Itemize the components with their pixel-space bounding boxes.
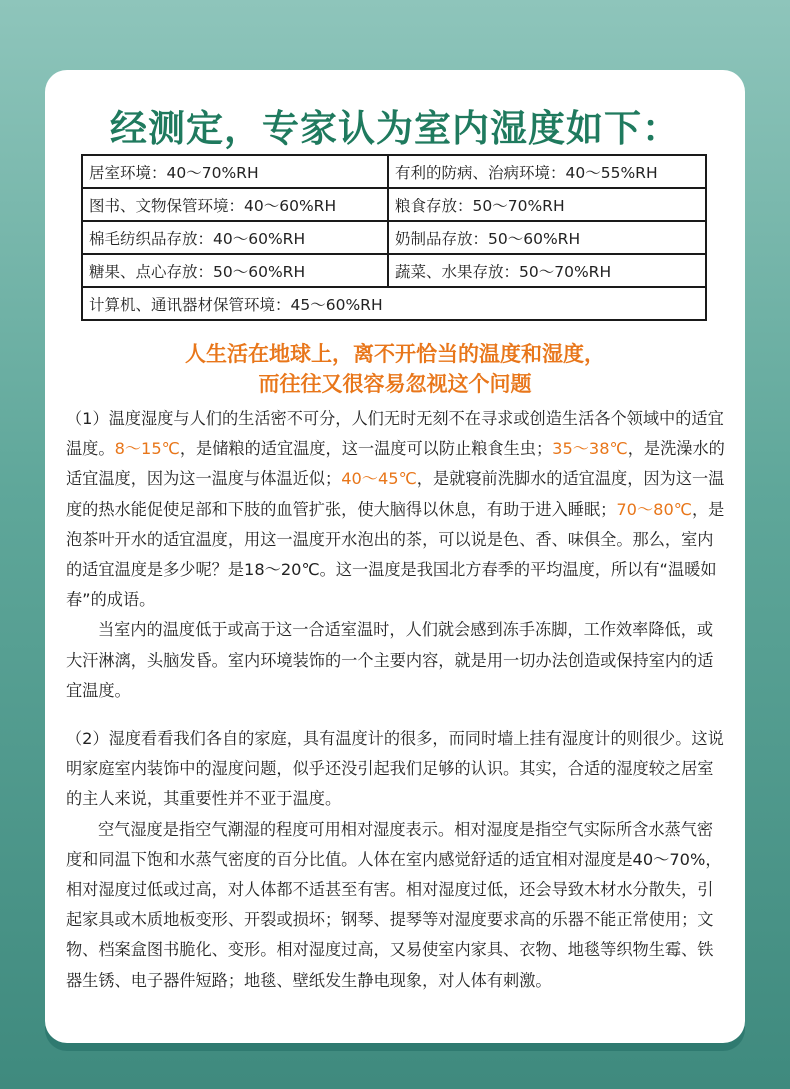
table-cell: 棉毛纺织品存放：40～60%RH xyxy=(82,221,388,254)
paragraph-temperature xyxy=(66,404,726,615)
humidity-table xyxy=(81,154,707,321)
table-row xyxy=(82,221,706,254)
paragraph-text: ，是泡茶叶开水的适宜温度，用这一温度开水泡出的茶，可以说是色、香、味俱全。那么，室内的适宜温度是多少呢？是18～20℃。这一温度是我国北方春季的平均温度，所以有“温暖如春”的成语。 xyxy=(66,499,725,610)
article-body xyxy=(66,404,726,996)
table-cell: 奶制品存放：50～60%RH xyxy=(388,221,706,254)
table-cell: 蔬菜、水果存放：50～70%RH xyxy=(388,254,706,287)
highlight-temp: 40～45℃ xyxy=(341,469,417,489)
paragraph-text: ，是就寝前洗脚水的适宜温度，因为这一温度的热水能促使足部和下肢的血管扩张，使大脑得以休息，有助于进入睡眠； xyxy=(66,469,725,519)
table-row xyxy=(82,254,706,287)
paragraph-text: ，是洗澡水的适宜温度，因为这一温度与体温近似； xyxy=(66,439,725,489)
highlight-temp: 35～38℃ xyxy=(552,439,628,459)
page-title: 经测定，专家认为室内湿度如下： xyxy=(110,107,680,150)
table-row xyxy=(82,287,706,320)
paragraph-relative-humidity: 空气湿度是指空气潮湿的程度可用相对湿度表示。相对湿度是指空气实际所含水蒸气密度和同温下饱和水蒸气密度的百分比值。人体在室内感觉舒适的适宜相对湿度是40～70%，相对湿度过低或过高，对人体都不适甚至有害。相对湿度过低，还会导致木材水分散失，引起家具或木质地板变形、开裂或损坏；钢琴、提琴等对湿度要求高的乐器不能正常使用；文物、档案盒图书脆化、变形。相对湿度过高，又易使室内家具、衣物、地毯等织物生霉、铁器生锈、电子器件短路；地毯、壁纸发生静电现象，对人体有刺激。 xyxy=(66,819,722,990)
paragraph-text: ，是储粮的适宜温度，这一温度可以防止粮食生虫； xyxy=(179,439,553,459)
table-row xyxy=(82,188,706,221)
paragraph-room-temp: 当室内的温度低于或高于这一合适室温时，人们就会感到冻手冻脚，工作效率降低，或大汗淋漓，头脑发昏。室内环境装饰的一个主要内容，就是用一切办法创造或保持室内的适宜温度。 xyxy=(66,620,714,700)
subtitle-line-1: 人生活在地球上，离不开恰当的温度和湿度， xyxy=(185,342,605,366)
table-cell: 图书、文物保管环境：40～60%RH xyxy=(82,188,388,221)
table-cell: 粮食存放：50～70%RH xyxy=(388,188,706,221)
table-cell: 计算机、通讯器材保管环境：45～60%RH xyxy=(82,287,706,320)
table-row xyxy=(82,155,706,188)
highlight-temp: 70～80℃ xyxy=(616,499,692,519)
table-cell: 有利的防病、治病环境：40～55%RH xyxy=(388,155,706,188)
table-cell: 糖果、点心存放：50～60%RH xyxy=(82,254,388,287)
subtitle-line-2: 而往往又很容易忽视这个问题 xyxy=(258,372,532,396)
paragraph-humidity: （2）湿度看看我们各自的家庭，具有温度计的很多，而同时墙上挂有湿度计的则很少。这说明家庭室内装饰中的湿度问题，似乎还没引起我们足够的认识。其实，合适的湿度较之居室的主人来说，其重要性并不亚于温度。 xyxy=(66,729,724,809)
table-cell: 居室环境：40～70%RH xyxy=(82,155,388,188)
paragraph-text: （1）温度湿度与人们的生活密不可分，人们无时无刻不在寻求或创造生活各个领域中的适宜温度。 xyxy=(66,409,724,459)
highlight-temp: 8～15℃ xyxy=(114,439,180,459)
content-card xyxy=(45,70,745,1043)
